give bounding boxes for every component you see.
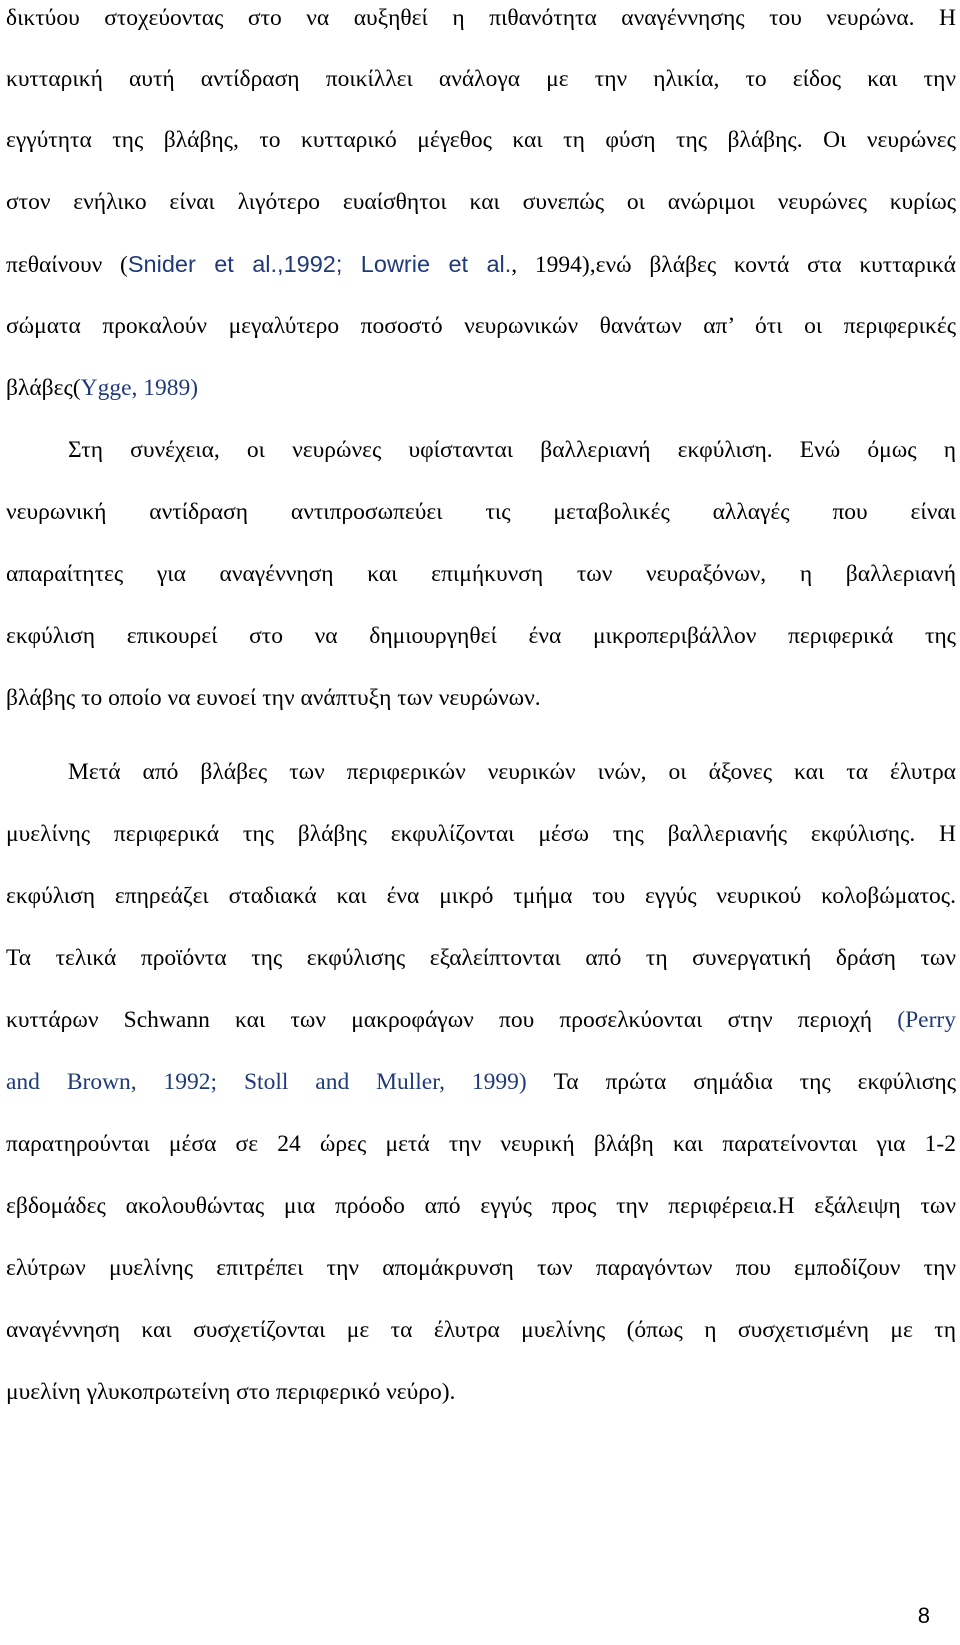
paragraph-1-line-6: σώματα προκαλούν μεγαλύτερο ποσοστό νευρωνικών θανάτων απ’ ότι οι περιφερικές <box>6 313 956 339</box>
paragraph-2-line-2: νευρωνική αντίδραση αντιπροσωπεύει τις μεταβολικές αλλαγές που είναι <box>6 499 956 525</box>
paragraph-3-line-4: Τα τελικά προϊόντα της εκφύλισης εξαλείπτονται από τη συνεργατική δράση των <box>6 945 956 971</box>
paragraph-3-line-9: ελύτρων μυελίνης επιτρέπει την απομάκρυνση των παραγόντων που εμποδίζουν την <box>6 1255 956 1281</box>
paragraph-2-line-4: εκφύλιση επικουρεί στο να δημιουργηθεί ένα μικροπεριβάλλον περιφερικά της <box>6 623 956 649</box>
citation-perry-stoll: and Brown, 1992; Stoll and Muller, 1999) <box>6 1069 527 1095</box>
paragraph-3-line-1: Μετά από βλάβες των περιφερικών νευρικών ινών, οι άξονες και τα έλυτρα <box>68 759 956 785</box>
citation-snider-lowrie: Snider et al.,1992; Lowrie et al. <box>127 251 512 277</box>
citation-ygge: Ygge, 1989) <box>80 375 199 401</box>
paragraph-3-line-10: αναγέννηση και συσχετίζονται με τα έλυτρα μυελίνης (όπως η συσχετισμένη με τη <box>6 1317 956 1343</box>
paragraph-3-line-2: μυελίνης περιφερικά της βλάβης εκφυλίζονται μέσω της βαλλεριανής εκφύλισης. Η <box>6 821 956 847</box>
paragraph-1-line-4: στον ενήλικο είναι λιγότερο ευαίσθητοι και συνεπώς οι ανώριμοι νευρώνες κυρίως <box>6 189 956 215</box>
paragraph-1-line-3: εγγύτητα της βλάβης, το κυτταρικό μέγεθος και τη φύση της βλάβης. Οι νευρώνες <box>6 127 956 153</box>
paragraph-3-line-7: παρατηρούνται μέσα σε 24 ώρες μετά την νευρική βλάβη και παρατείνονται για 1-2 <box>6 1131 956 1157</box>
line-text: κυττάρων Schwann και των μακροφάγων που προσελκύονται στην περιοχή <box>6 1007 898 1033</box>
citation-perry-start: (Perry <box>897 1007 956 1033</box>
paragraph-3-line-8: εβδομάδες ακολουθώντας μια πρόοδο από εγγύς προς την περιφέρεια.Η εξάλειψη των <box>6 1193 956 1219</box>
paragraph-3-line-11: μυελίνη γλυκοπρωτείνη στο περιφερικό νεύρο). <box>6 1379 456 1405</box>
line-text: βλάβες( <box>6 375 81 401</box>
paragraph-2-line-3: απαραίτητες για αναγέννηση και επιμήκυνση των νευραξόνων, η βαλλεριανή <box>6 561 956 587</box>
paragraph-1-line-1: δικτύου στοχεύοντας στο να αυξηθεί η πιθανότητα αναγέννησης του νευρώνα. Η <box>6 5 956 31</box>
paragraph-2-line-5: βλάβης το οποίο να ευνοεί την ανάπτυξη των νευρώνων. <box>6 685 541 711</box>
paragraph-1-line-2: κυτταρική αυτή αντίδραση ποικίλλει ανάλογα με την ηλικία, το είδος και την <box>6 66 956 92</box>
paragraph-1-line-5 <box>6 249 956 280</box>
line-text: Τα πρώτα σημάδια της εκφύλισης <box>526 1069 956 1095</box>
paragraph-3-line-6 <box>6 1067 956 1097</box>
page-number: 8 <box>917 1603 930 1628</box>
paragraph-1-line-7 <box>6 373 956 403</box>
line-text: , 1994),ενώ βλάβες κοντά στα κυτταρικά <box>511 252 956 278</box>
line-text: πεθαίνουν ( <box>6 252 128 278</box>
paragraph-3-line-5 <box>6 1005 956 1035</box>
paragraph-2-line-1: Στη συνέχεια, οι νευρώνες υφίστανται βαλλεριανή εκφύλιση. Ενώ όμως η <box>68 437 956 463</box>
paragraph-3-line-3: εκφύλιση επηρεάζει σταδιακά και ένα μικρό τμήμα του εγγύς νευρικού κολοβώματος. <box>6 883 956 909</box>
